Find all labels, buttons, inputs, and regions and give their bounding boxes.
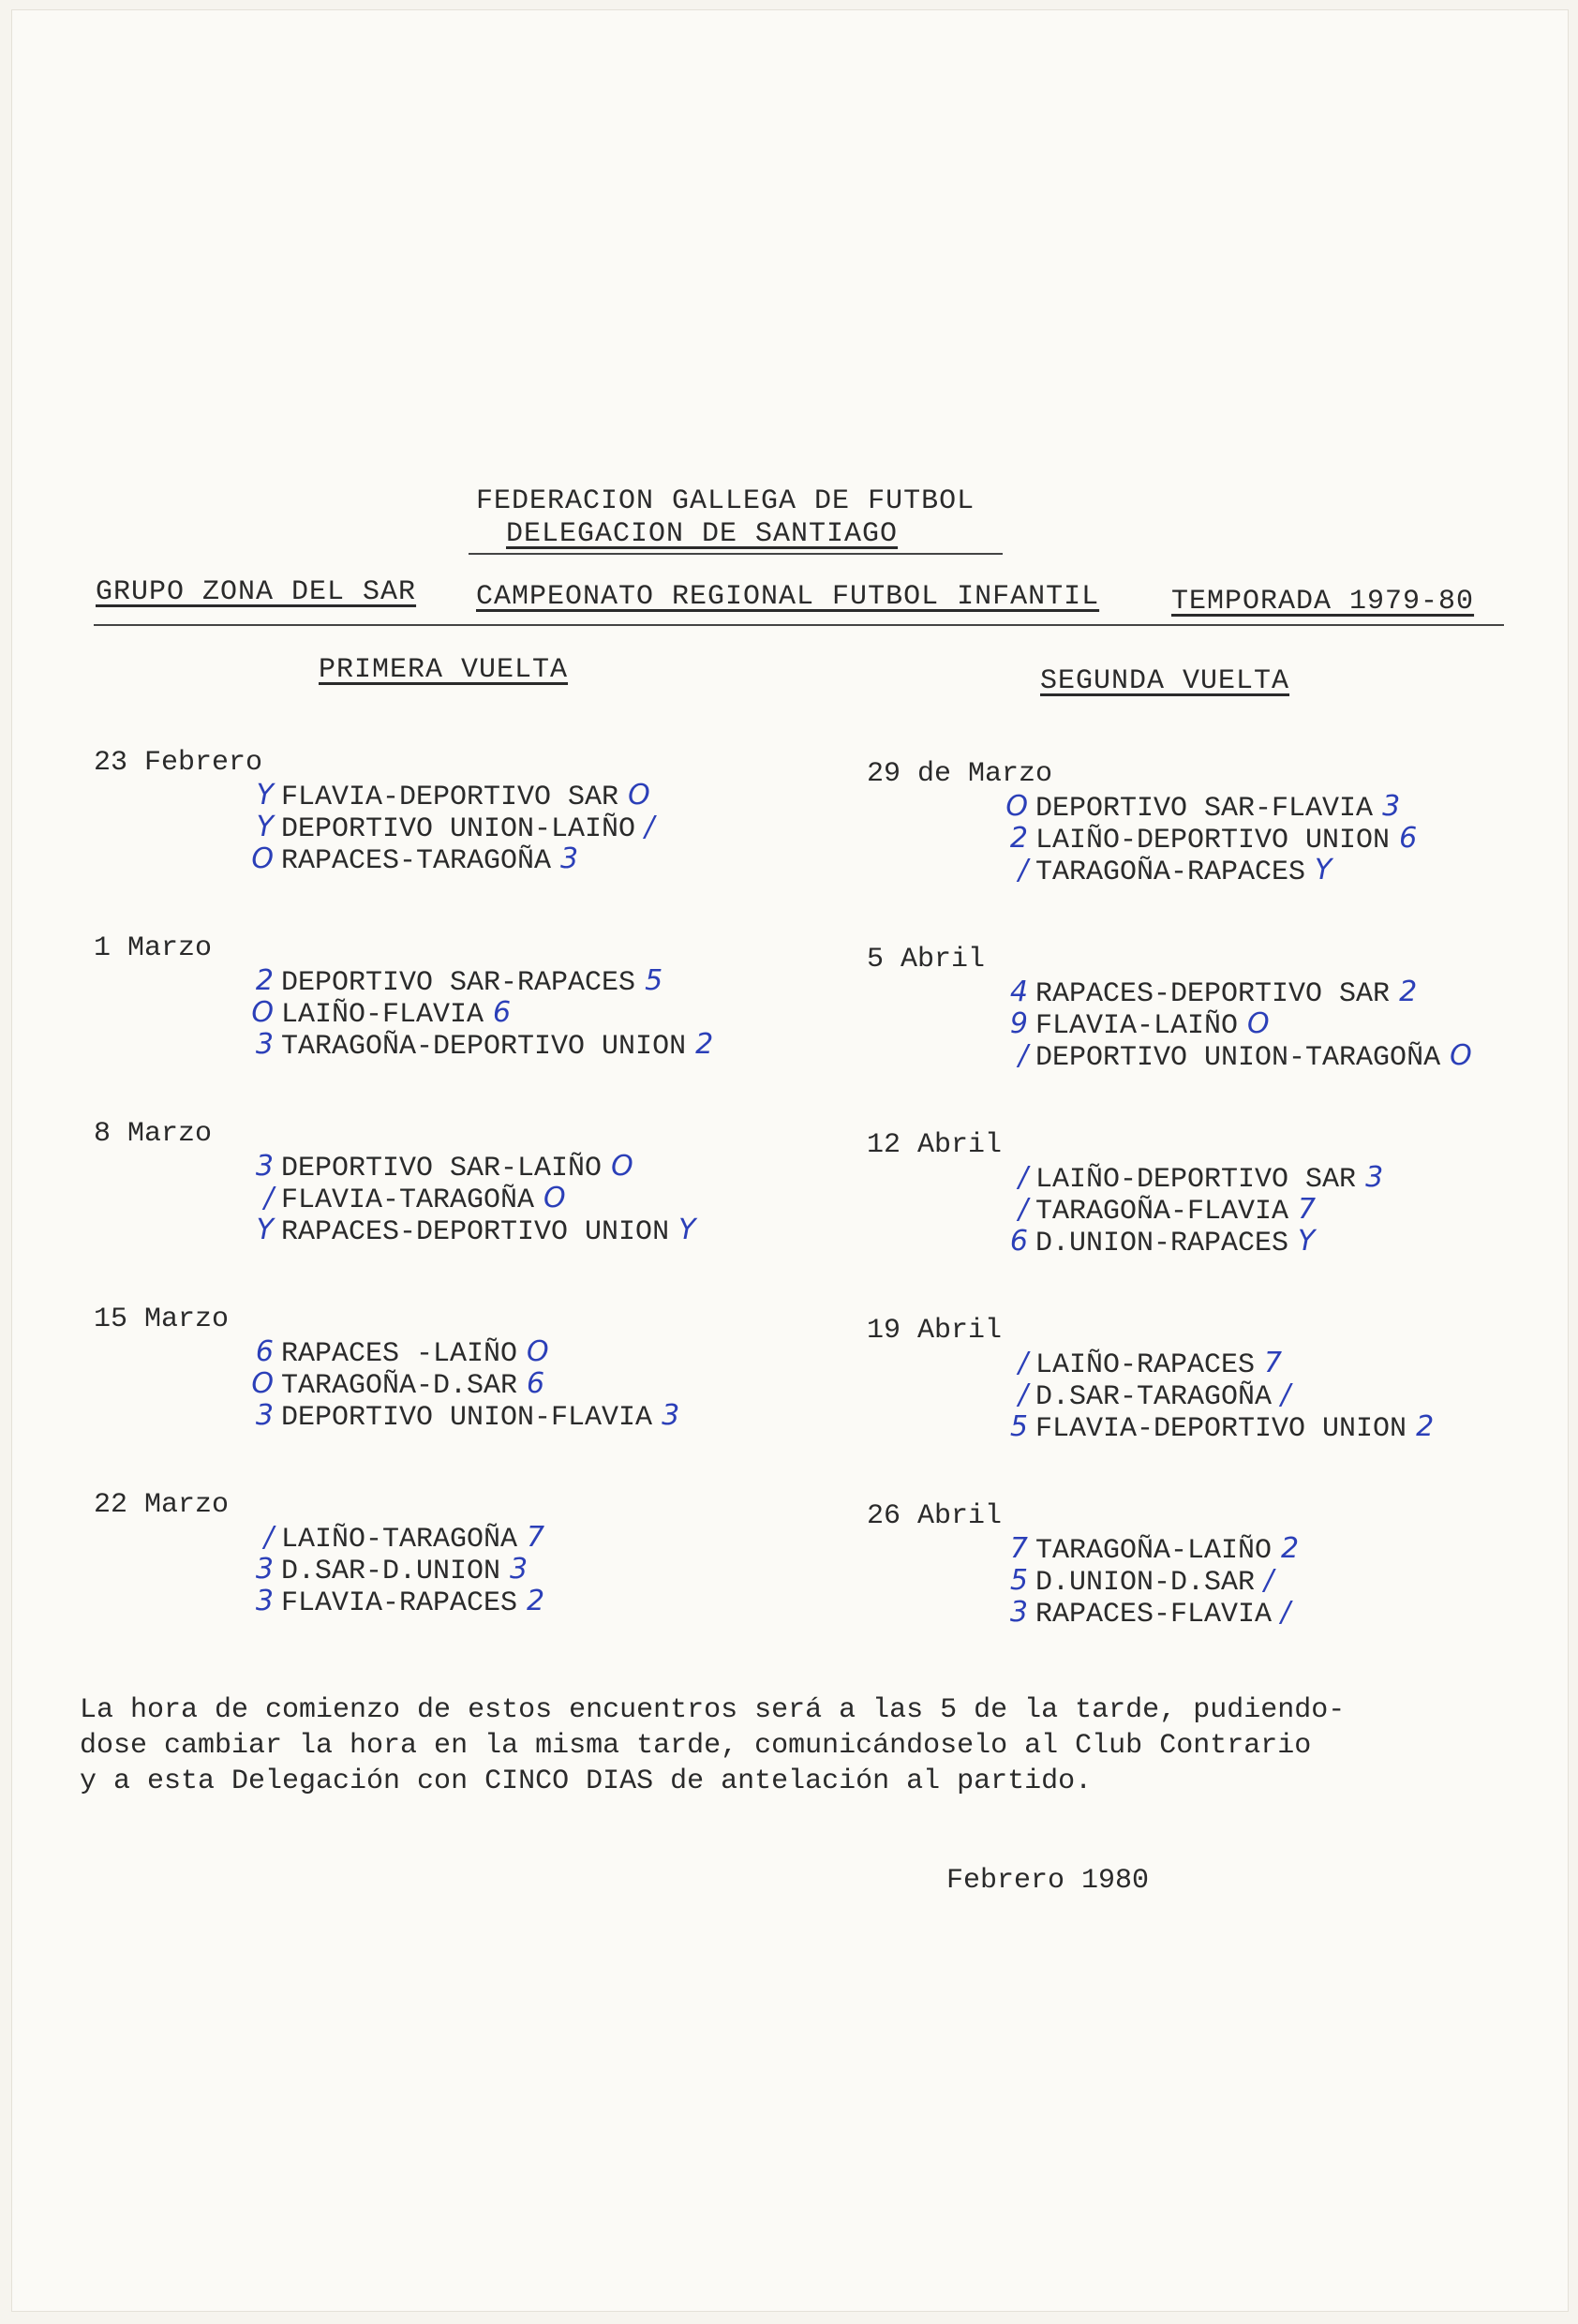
match-row (94, 1183, 750, 1214)
fixture-date-block (867, 943, 1523, 1072)
away-score-handwritten: Y (1298, 1225, 1316, 1258)
match-teams-text: RAPACES-DEPORTIVO SAR (1035, 978, 1391, 1010)
match-teams (1035, 1411, 1434, 1445)
home-score-handwritten: 3 (255, 1399, 274, 1432)
home-score-handwritten: / (263, 1521, 274, 1554)
match-teams-text: D.UNION-D.SAR (1035, 1567, 1256, 1599)
match-teams (1035, 791, 1400, 825)
match-row (867, 823, 1523, 855)
home-score-handwritten: O (1005, 790, 1028, 823)
away-score-handwritten: 2 (1281, 1532, 1300, 1565)
match-teams-text: RAPACES -LAIÑO (281, 1338, 518, 1370)
match-teams-text: RAPACES-FLAVIA (1035, 1599, 1273, 1631)
match-teams-text: LAIÑO-DEPORTIVO SAR (1035, 1164, 1357, 1196)
match-row (94, 1368, 750, 1400)
away-score-handwritten: / (645, 811, 655, 843)
away-score-handwritten: Y (1315, 854, 1332, 886)
fixture-date-block (867, 1499, 1523, 1629)
away-score-handwritten: / (1281, 1596, 1291, 1629)
match-row (94, 1586, 750, 1617)
away-score-handwritten: 3 (662, 1399, 680, 1432)
home-score-handwritten: 3 (1009, 1596, 1028, 1629)
match-row (867, 1040, 1523, 1072)
first-round-title: PRIMERA VUELTA (319, 654, 569, 686)
fixture-date-block (94, 1303, 750, 1432)
match-row (94, 1029, 750, 1061)
match-teams (281, 1400, 679, 1434)
match-row (94, 843, 750, 875)
match-teams-text: RAPACES-TARAGOÑA (281, 845, 552, 877)
match-teams-text: TARAGOÑA-LAIÑO (1035, 1535, 1273, 1567)
match-row (867, 1565, 1523, 1597)
fixture-date: 26 Abril (867, 1500, 1003, 1532)
match-teams (281, 1151, 633, 1184)
match-row (867, 1008, 1523, 1040)
schedule-note (80, 1692, 1495, 1799)
championship-label: CAMPEONATO REGIONAL FUTBOL INFANTIL (476, 581, 1100, 613)
away-score-handwritten: Y (678, 1214, 696, 1246)
match-row (867, 791, 1523, 823)
home-score-handwritten: / (1018, 1378, 1028, 1411)
delegation-title: DELEGACION DE SANTIAGO (506, 518, 899, 550)
match-row (94, 1522, 750, 1554)
match-teams (1035, 823, 1417, 857)
match-teams (1035, 976, 1417, 1010)
match-teams-text: D.UNION-RAPACES (1035, 1228, 1289, 1259)
match-teams (281, 1522, 544, 1556)
match-teams-text: DEPORTIVO UNION-FLAVIA (281, 1402, 653, 1434)
match-teams (281, 1554, 528, 1587)
away-score-handwritten: O (1450, 1039, 1472, 1072)
fixture-date-block (867, 757, 1523, 886)
match-teams (1035, 1162, 1383, 1196)
match-row (867, 1226, 1523, 1258)
home-score-handwritten: / (263, 1182, 274, 1214)
away-score-handwritten: / (1281, 1378, 1291, 1411)
fixture-date: 1 Marzo (94, 932, 213, 964)
home-score-handwritten: 3 (255, 1150, 274, 1183)
match-teams (281, 843, 578, 877)
away-score-handwritten: 3 (1382, 790, 1401, 823)
away-score-handwritten: O (527, 1335, 549, 1368)
home-score-handwritten: 6 (1009, 1225, 1028, 1258)
away-score-handwritten: 2 (1416, 1410, 1435, 1443)
match-row (867, 1162, 1523, 1194)
fixture-date: 23 Febrero (94, 747, 263, 779)
away-score-handwritten: O (628, 779, 650, 812)
home-score-handwritten: O (251, 996, 274, 1029)
away-score-handwritten: / (1264, 1564, 1274, 1597)
home-score-handwritten: 5 (1009, 1410, 1028, 1443)
match-row (94, 1214, 750, 1246)
home-score-handwritten: / (1018, 1039, 1028, 1072)
header-rule (94, 624, 1504, 626)
fixture-date: 22 Marzo (94, 1489, 230, 1521)
match-teams-text: FLAVIA-LAIÑO (1035, 1010, 1239, 1042)
match-teams-text: RAPACES-DEPORTIVO UNION (281, 1216, 670, 1248)
document-date: Febrero 1980 (946, 1865, 1150, 1897)
match-teams-text: FLAVIA-TARAGOÑA (281, 1184, 535, 1216)
match-row (867, 1533, 1523, 1565)
match-teams-text: FLAVIA-DEPORTIVO SAR (281, 782, 619, 813)
note-line-3: y a esta Delegación con CINCO DIAS de antelación al partido. (80, 1765, 1093, 1797)
match-teams-text: DEPORTIVO SAR-RAPACES (281, 967, 636, 999)
away-score-handwritten: 7 (1264, 1347, 1283, 1379)
match-teams-text: LAIÑO-DEPORTIVO UNION (1035, 825, 1391, 857)
away-score-handwritten: 3 (1365, 1161, 1384, 1194)
match-row (867, 1194, 1523, 1226)
match-teams-text: FLAVIA-RAPACES (281, 1587, 518, 1619)
fixture-date-block (867, 1128, 1523, 1258)
match-row (867, 855, 1523, 886)
match-teams-text: TARAGOÑA-D.SAR (281, 1370, 518, 1402)
match-row (867, 976, 1523, 1008)
home-score-handwritten: / (1018, 1193, 1028, 1226)
match-teams-text: DEPORTIVO UNION-LAIÑO (281, 813, 636, 845)
match-teams (281, 1586, 544, 1619)
match-teams-text: TARAGOÑA-DEPORTIVO UNION (281, 1031, 687, 1063)
fixture-date-block (867, 1314, 1523, 1443)
match-row (94, 1151, 750, 1183)
match-row (94, 1336, 750, 1368)
match-row (94, 997, 750, 1029)
match-teams (281, 997, 511, 1031)
fixture-date-block (94, 1488, 750, 1617)
match-teams (1035, 1597, 1290, 1631)
home-score-handwritten: Y (256, 1214, 274, 1246)
match-teams-text: LAIÑO-TARAGOÑA (281, 1524, 518, 1556)
match-row (94, 1554, 750, 1586)
match-teams (1035, 1565, 1273, 1599)
match-row (94, 780, 750, 812)
home-score-handwritten: Y (256, 779, 274, 812)
home-score-handwritten: 6 (255, 1335, 274, 1368)
home-score-handwritten: Y (256, 811, 274, 843)
away-score-handwritten: 3 (510, 1553, 528, 1586)
fixture-date-block (94, 1117, 750, 1246)
match-teams-text: LAIÑO-FLAVIA (281, 999, 484, 1031)
federation-title: FEDERACION GALLEGA DE FUTBOL (476, 485, 975, 517)
match-teams (281, 1183, 566, 1216)
match-teams (281, 1214, 695, 1248)
season-label: TEMPORADA 1979-80 (1171, 586, 1475, 618)
match-teams (281, 780, 650, 813)
home-score-handwritten: 5 (1009, 1564, 1028, 1597)
match-teams (281, 1029, 713, 1063)
away-score-handwritten: 2 (527, 1585, 545, 1617)
fixture-date: 29 de Marzo (867, 758, 1053, 790)
match-teams (1035, 1379, 1290, 1413)
away-score-handwritten: 3 (560, 842, 579, 875)
group-label: GRUPO ZONA DEL SAR (96, 576, 417, 608)
second-round-title: SEGUNDA VUELTA (1040, 665, 1290, 697)
match-row (94, 812, 750, 843)
fixture-date: 19 Abril (867, 1315, 1003, 1347)
away-score-handwritten: 6 (1399, 822, 1418, 855)
match-teams (281, 1336, 549, 1370)
match-teams (1035, 1194, 1316, 1228)
fixture-date: 15 Marzo (94, 1304, 230, 1335)
fixture-date: 5 Abril (867, 944, 986, 976)
match-teams-text: TARAGOÑA-RAPACES (1035, 857, 1306, 888)
fixture-date-block (94, 931, 750, 1061)
away-score-handwritten: O (611, 1150, 633, 1183)
delegation-underline (469, 553, 1003, 555)
away-score-handwritten: 6 (527, 1367, 545, 1400)
note-line-1: La hora de comienzo de estos encuentros será a las 5 de la tarde, pudiendo- (80, 1694, 1346, 1726)
home-score-handwritten: / (1018, 1161, 1028, 1194)
match-row (94, 965, 750, 997)
away-score-handwritten: 6 (493, 996, 512, 1029)
note-line-2: dose cambiar la hora en la misma tarde, comunicándoselo al Club Contrario (80, 1730, 1312, 1762)
home-score-handwritten: 2 (255, 964, 274, 997)
match-row (867, 1379, 1523, 1411)
home-score-handwritten: O (251, 1367, 274, 1400)
match-teams-text: FLAVIA-DEPORTIVO UNION (1035, 1413, 1407, 1445)
home-score-handwritten: O (251, 842, 274, 875)
away-score-handwritten: 5 (645, 964, 663, 997)
match-teams (281, 965, 662, 999)
match-row (94, 1400, 750, 1432)
away-score-handwritten: 2 (695, 1028, 714, 1061)
home-score-handwritten: 3 (255, 1028, 274, 1061)
away-score-handwritten: O (543, 1182, 566, 1214)
match-teams (1035, 1008, 1270, 1042)
home-score-handwritten: 4 (1009, 976, 1028, 1008)
match-teams-text: DEPORTIVO SAR-FLAVIA (1035, 793, 1374, 825)
match-teams-text: TARAGOÑA-FLAVIA (1035, 1196, 1289, 1228)
home-score-handwritten: 3 (255, 1553, 274, 1586)
home-score-handwritten: 9 (1009, 1007, 1028, 1040)
match-row (867, 1411, 1523, 1443)
match-teams (1035, 855, 1332, 888)
match-row (867, 1597, 1523, 1629)
home-score-handwritten: 3 (255, 1585, 274, 1617)
match-teams-text: LAIÑO-RAPACES (1035, 1349, 1256, 1381)
fixture-date: 8 Marzo (94, 1118, 213, 1150)
home-score-handwritten: 7 (1009, 1532, 1028, 1565)
match-teams-text: D.SAR-TARAGOÑA (1035, 1381, 1273, 1413)
away-score-handwritten: O (1247, 1007, 1270, 1040)
home-score-handwritten: 2 (1009, 822, 1028, 855)
away-score-handwritten: 7 (527, 1521, 545, 1554)
match-teams-text: DEPORTIVO UNION-TARAGOÑA (1035, 1042, 1441, 1074)
home-score-handwritten: / (1018, 854, 1028, 886)
match-teams-text: D.SAR-D.UNION (281, 1556, 501, 1587)
match-teams (1035, 1226, 1315, 1259)
match-teams (1035, 1348, 1282, 1381)
match-teams (281, 1368, 544, 1402)
fixture-date: 12 Abril (867, 1129, 1003, 1161)
fixture-date-block (94, 746, 750, 875)
home-score-handwritten: / (1018, 1347, 1028, 1379)
match-teams (1035, 1533, 1299, 1567)
away-score-handwritten: 2 (1399, 976, 1418, 1008)
away-score-handwritten: 7 (1298, 1193, 1317, 1226)
match-teams (1035, 1040, 1472, 1074)
match-teams (281, 812, 654, 845)
match-teams-text: DEPORTIVO SAR-LAIÑO (281, 1153, 603, 1184)
match-row (867, 1348, 1523, 1379)
